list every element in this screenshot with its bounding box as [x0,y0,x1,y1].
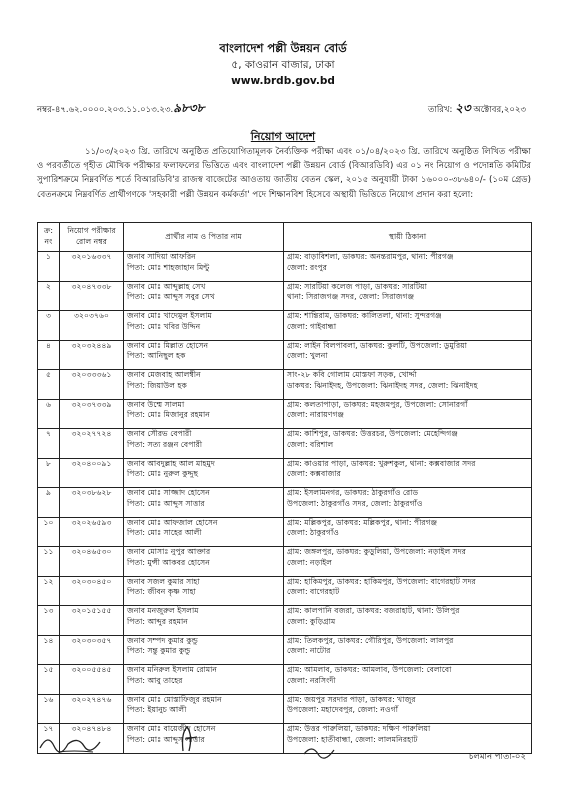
name-cell-line: পিতা: আনিছুল হক [127,351,186,361]
serial-cell-line: ১২ [43,576,54,586]
serial-cell-line: ১০ [43,517,54,527]
address-cell-line: জেলা: নরসিংদী [287,675,336,685]
table-row [38,429,532,459]
name-cell [124,340,284,370]
roll-cell-line: ৩২০৩৭৩৩৯ [71,399,112,409]
name-cell-line: জনাব আবদুল্লাহ আল মাহমুদ [127,458,215,468]
table-row [38,724,532,754]
roll-cell-line: ৩২০২৬৫৯৩ [71,517,112,527]
address-cell-line: ডাকঘর: ঝিনাইদহ, উপজেলা: ঝিনাইদহ সদর, জেলা: ঝিনাইদহ [287,380,478,390]
serial-cell [38,311,60,341]
serial-cell-line: ১৬ [43,694,54,704]
table-header-row [38,223,532,252]
serial-cell [38,694,60,724]
name-cell [124,311,284,341]
name-cell [124,665,284,695]
name-cell [124,399,284,429]
address-cell [284,665,532,695]
table-row [38,458,532,488]
address-cell-line: জেলা: বরিশাল [287,439,334,449]
memo-number-handwritten: ৯৮৩৮ [173,101,205,115]
address-cell-line: গ্রাম: সারটিয়া কলেজ পাড়া, ডাকঘর: সারটিয়া [287,281,427,291]
address-cell-line: গ্রাম: শান্তিরাম, ডাকঘর: কালিতলা, থানা: সুন্দরগঞ্জ [287,311,442,320]
name-cell-line: পিতা: মোঃ শাহজাহান মিন্টু [127,262,210,272]
serial-cell-line: ৫ [46,370,51,379]
organization-website: www.brdb.gov.bd [231,75,335,87]
serial-cell [38,576,60,606]
serial-cell [38,252,60,282]
signature-3 [300,742,340,762]
header-serial: ক্র: নং [38,223,60,252]
address-cell-line: গ্রাম: কাওয়ার পাড়া, ডাকঘর: খুরুশকুল, থানা: কক্সবাজার সদর [287,458,476,468]
name-cell-line: জনাব মনিরুল ইসলাম রোমান [127,665,217,674]
roll-cell [60,399,124,429]
name-cell [124,429,284,459]
table-row [38,488,532,518]
date-label: তারিখ: [427,105,453,115]
name-cell-line: পিতা: সত্য রঞ্জন বেপারী [127,439,203,449]
name-cell [124,517,284,547]
roll-cell-line: ৩২০৪৬৫৩০ [71,547,112,556]
address-cell-line: গ্রাম: উত্তর পারুলিয়া, ডাকঘর: দক্ষিণ পারুলিয়া [287,724,431,733]
name-cell-line: জনাব উম্মে সালমা [127,399,185,409]
name-cell [124,488,284,518]
roll-cell [60,665,124,695]
memo-date [428,100,526,120]
name-cell-line: পিতা: আবু তাহের [127,675,183,685]
address-cell-line: জেলা: নড়াইল [287,557,333,567]
roll-cell [60,370,124,400]
address-cell [284,458,532,488]
serial-cell [38,340,60,370]
address-cell-line: গ্রাম: ইসলামনগর, ডাকঘর: ঠাকুরগাঁও রোড [287,488,419,497]
name-cell-line: পিতা: মোঃ সাহের আলী [127,528,202,538]
address-cell-line: জেলা: বাগেরহাট [287,587,340,597]
address-cell-line: সাং-২৮ কবি গোলাম মোস্তফা সড়ক, খোর্দ্দা [287,370,417,379]
address-cell-line: গ্রাম: তিলকপুর, ডাকঘর: গৌরিপুর, উপজেলা: লালপুর [287,635,454,645]
roll-cell-line: ৩২০৪৭৩৩৮ [71,281,112,291]
serial-cell-line: ৪ [46,340,51,350]
roll-cell-line: ৩২০১৫১৫৫ [71,606,112,615]
table-row [38,311,532,341]
name-cell [124,547,284,577]
name-cell [124,458,284,488]
table-row [38,635,532,665]
address-cell-line: জেলা: ঠাকুরগাঁও [287,528,339,538]
roll-cell [60,635,124,665]
roll-cell-line: ৩২০২৭৪৭৬ [71,694,112,704]
serial-cell-line: ৬ [46,399,51,409]
address-cell [284,311,532,341]
table-row [38,340,532,370]
address-cell-line: জেলা: কক্সবাজার [287,469,341,479]
address-cell-line: জেলা: গাইবান্ধা [287,321,337,331]
roll-cell [60,694,124,724]
name-cell-line: জনাব মোঃ খাদেমুল ইসলাম [127,311,212,320]
roll-cell [60,547,124,577]
serial-cell-line: ৯ [46,488,51,497]
serial-cell-line: ৩ [46,311,51,320]
roll-cell-line: ৩২০৩৮৬২৮ [71,488,112,497]
roll-cell [60,281,124,311]
address-cell [284,635,532,665]
roll-cell [60,429,124,459]
address-cell [284,340,532,370]
address-cell-line: গ্রাম: কাশিপুর, ডাকঘর: উত্তরচর, উপজেলা: মেহেন্দিগঞ্জ [287,429,458,438]
roll-cell [60,340,124,370]
table-row [38,547,532,577]
address-cell-line: জেলা: রংপুর [287,262,327,272]
address-cell [284,252,532,282]
address-cell-line: উপজেলা: হাতীবান্ধা, জেলা: লালমনিরহাট [287,734,418,744]
name-cell-line: জনাব মোঃ মিল্লাত হোসেন [127,340,209,350]
roll-cell [60,488,124,518]
roll-cell [60,311,124,341]
document-title: নিয়োগ আদেশ [250,130,316,143]
appointee-table [37,222,532,754]
roll-cell-line: ৩২০৩২৪৪৯ [71,340,112,350]
address-cell [284,399,532,429]
name-cell-line: জনাব মোঃ বায়েজীদ হোসেন [127,724,216,733]
table-row [38,665,532,695]
address-cell-line: থানা: সিরাজগঞ্জ সদর, জেলা: সিরাজগঞ্জ [287,292,415,302]
serial-cell [38,547,60,577]
serial-cell [38,399,60,429]
table-row [38,252,532,282]
roll-cell [60,252,124,282]
address-cell-line: গ্রাম: জয়পুর সরদার পাড়া, ডাকঘর: খাজুর [287,694,416,704]
name-cell-line: পিতা: মোঃ আব্দুস সাত্তার [127,498,205,508]
name-cell-line: পিতা: ইয়ানুচ আলী [127,705,187,715]
address-cell [284,694,532,724]
address-cell-line: গ্রাম: জঙ্গলপুর, ডাকঘর: কুড়ুলিয়া, উপজেলা: নড়াইল সদর [287,547,467,556]
address-cell [284,606,532,636]
address-cell-line: গ্রাম: কলতাপাড়া, ডাকঘর: মহজমপুর, উপজেলা: সোনারগাঁ [287,399,468,409]
name-cell [124,252,284,282]
organization-name: বাংলাদেশ পল্লী উন্নয়ন বোর্ড [219,41,347,55]
roll-cell-line: ৩২০৩০৪৫০ [71,576,112,586]
address-cell-line: জেলা: কুড়িগ্রাম [287,616,336,626]
roll-cell [60,517,124,547]
address-cell-line: জেলা: খুলনা [287,351,328,361]
address-cell-line: গ্রাম: বাড়াবিশলা, ডাকঘর: অনন্তরামপুর, থানা: পীরগঞ্জ [287,252,454,261]
serial-cell [38,517,60,547]
roll-cell-line: ৩২০৩৭৬০ [74,311,109,320]
serial-cell-line: ১৫ [43,665,54,674]
name-cell-line: জনাব সজল কুমার সাহা [127,576,200,586]
roll-cell-line: ৩২০১৬৩৩৭ [71,252,112,261]
address-cell [284,281,532,311]
header-roll: নিয়োগ পরীক্ষার রোল নম্বর [60,223,124,252]
serial-cell-line: ১১ [43,547,54,556]
address-cell-line: গ্রাম: কালপানি বজরা, ডাকঘর: বজরাহাট, থানা: উলিপুর [287,606,460,615]
table-row [38,399,532,429]
name-cell-line: পিতা: মোঃ মিজানুর রহমান [127,410,210,420]
roll-cell-line: ৩২০৩০৩৫৭ [71,635,112,645]
address-cell [284,547,532,577]
roll-cell-line: ৩২০০৫৫৪৫ [71,665,112,674]
table-row [38,370,532,400]
table-row [38,281,532,311]
name-cell-line: পিতা: মোঃ খবির উদ্দিন [127,321,201,331]
serial-cell-line: ২ [46,281,51,291]
date-day-handwritten: ২৩ [455,101,471,115]
table-row [38,576,532,606]
address-cell-line: জেলা: নারায়ণগঞ্জ [287,410,345,420]
header-address: স্থায়ী ঠিকানা [284,223,532,252]
address-cell-line: জেলা: নাটোর [287,646,331,656]
name-cell-line: পিতা: সন্তু কুমার কুন্ডু [127,646,191,656]
address-cell [284,370,532,400]
roll-cell [60,606,124,636]
serial-cell-line: ১৭ [43,724,54,733]
serial-cell-line: ১৪ [43,635,54,645]
serial-cell [38,370,60,400]
roll-cell [60,458,124,488]
name-cell-line: জনাব মোঃ আফজাল হোসেন [127,517,218,527]
serial-cell-line: ১ [46,252,51,261]
name-cell-line: জনাব মোসাঃ নুপুর আক্তার [127,547,211,556]
name-cell-line: জনাব মোঃ সাজ্জাদ হোসেন [127,488,210,497]
name-cell [124,694,284,724]
name-cell-line: জনাব মোঃ আব্দুল্লাহ সেখ [127,281,206,291]
roll-cell-line: ৩২০২৭৭২৪ [71,429,112,438]
address-cell [284,576,532,606]
address-cell [284,517,532,547]
serial-cell [38,281,60,311]
address-cell-line: গ্রাম: লাইন বিলপাবলা, ডাকঘর: কুলটি, উপজেলা: ডুমুরিয়া [287,340,467,350]
name-cell-line: পিতা: জীবন কৃষ্ণ সাহা [127,587,196,597]
address-cell-line: গ্রাম: মল্লিকপুর, ডাকঘর: মল্লিকপুর, থানা: পীরগঞ্জ [287,517,438,527]
signature-2 [175,723,205,755]
name-cell-line: পিতা: আব্দুর রহমান [127,616,188,626]
name-cell [124,606,284,636]
name-cell-line: জনাব সম্পদ কুমার কুন্ডু [127,635,198,645]
table-row [38,517,532,547]
serial-cell [38,635,60,665]
organization-address: ৫, কাওরান বাজার, ঢাকা [231,59,335,71]
roll-cell-line: ৩২০৪৭৪৮৪ [71,724,112,733]
name-cell [124,635,284,665]
address-cell-line: উপজেলা: ঠাকুরগাঁও সদর, জেলা: ঠাকুরগাঁও [287,498,423,508]
serial-cell [38,665,60,695]
serial-cell-line: ৮ [46,458,51,468]
name-cell-line: পিতা: মোঃ নুরুল কুদ্দুছ [127,469,198,479]
table-row [38,694,532,724]
table-row [38,606,532,636]
address-cell-line: গ্রাম: আমলাব, ডাকঘর: আমলাব, উপজেলা: বেলাবো [287,665,452,674]
serial-cell [38,458,60,488]
serial-cell-line: ৭ [46,429,51,438]
address-cell [284,429,532,459]
name-cell-line: পিতা: মুন্সী আকবর হোসেন [127,557,210,567]
date-month-year: অক্টোবর,২০২৩ [473,105,526,115]
roll-cell-line: ৩২০৪০০৯১ [71,458,112,468]
name-cell-line: পিতা: মোঃ আব্দুস সবুর সেখ [127,292,215,302]
name-cell [124,281,284,311]
serial-cell-line: ১৩ [43,606,54,615]
name-cell [124,576,284,606]
signature-1 [38,728,108,758]
header-name: প্রার্থীর নাম ও পিতার নাম [124,223,284,252]
memo-number [37,100,204,120]
continued-page-note: চলমান পাতা-০২ [468,752,526,762]
name-cell-line: জনাব মেজবাহ আলম্বীন [127,370,201,379]
name-cell-line: জনাব সৌরভ বেপারী [127,429,192,438]
name-cell-line: জনাব সাদিয়া আফরিন [127,252,196,261]
memo-number-label: নম্বর-৪৭.৬২.০০০০.২০৩.১১.০১৩.২৩. [37,105,174,115]
name-cell-line: জনাব মোঃ মোস্তাফিজুর রহমান [127,694,222,704]
name-cell-line: পিতা: জিয়াউল হক [127,380,187,390]
roll-cell [60,576,124,606]
name-cell [124,370,284,400]
serial-cell [38,429,60,459]
roll-cell-line: ৩২০৩৩৩৬১ [71,370,112,379]
order-paragraph: ১১/০৩/২০২৩ খ্রি. তারিখে অনুষ্ঠিত প্রতিযোগিতামূলক নৈর্ব্যক্তিক পরীক্ষা এবং ০১/০৪/২০২৩ খ্রি. তারিখে অনুষ্ঠিত লিখিত পরীক্ষা ও পরবর্তীতে গৃহীত মৌখিক পরীক্ষার ফলাফলের ভিত্তিতে এবং বাংলাদেশ পল্লী উন্নয়ন বোর্ড (বিআরডিবি) এর ০১ নং নিয়োগ ও পদোন্নতি কমিটির সুপারিশক্রমে নিম্নবর্ণিত শর্তে বিআরডিবি'র রাজস্ব বাজেটের আওতায় জাতীয় বেতন স্কেল, ২০১৫ অনুযায়ী টাকা ১৬০০০-৩৮৬৪০/- (১০ম গ্রেড) বেতনক্রমে নিম্নবর্ণিত প্রার্থীগণকে 'সহকারী পল্লী উন্নয়ন কর্মকর্তা' পদে শিক্ষানবিশ হিসেবে অস্থায়ী ভিত্তিতে নিয়োগ প্রদান করা হলো: [37,147,531,200]
address-cell-line: গ্রাম: হাকিমপুর, ডাকঘর: হাকিমপুর, উপজেলা: বাগেরহাট সদর [287,576,476,586]
serial-cell [38,488,60,518]
name-cell-line: জনাব মনজুরুল ইসলাম [127,606,199,615]
address-cell-line: উপজেলা: মহাদেবপুর, জেলা: নওগাঁ [287,705,398,715]
address-cell [284,488,532,518]
serial-cell [38,606,60,636]
name-cell-line: পিতা: মোঃ আব্দুস সাত্তার [127,734,205,744]
